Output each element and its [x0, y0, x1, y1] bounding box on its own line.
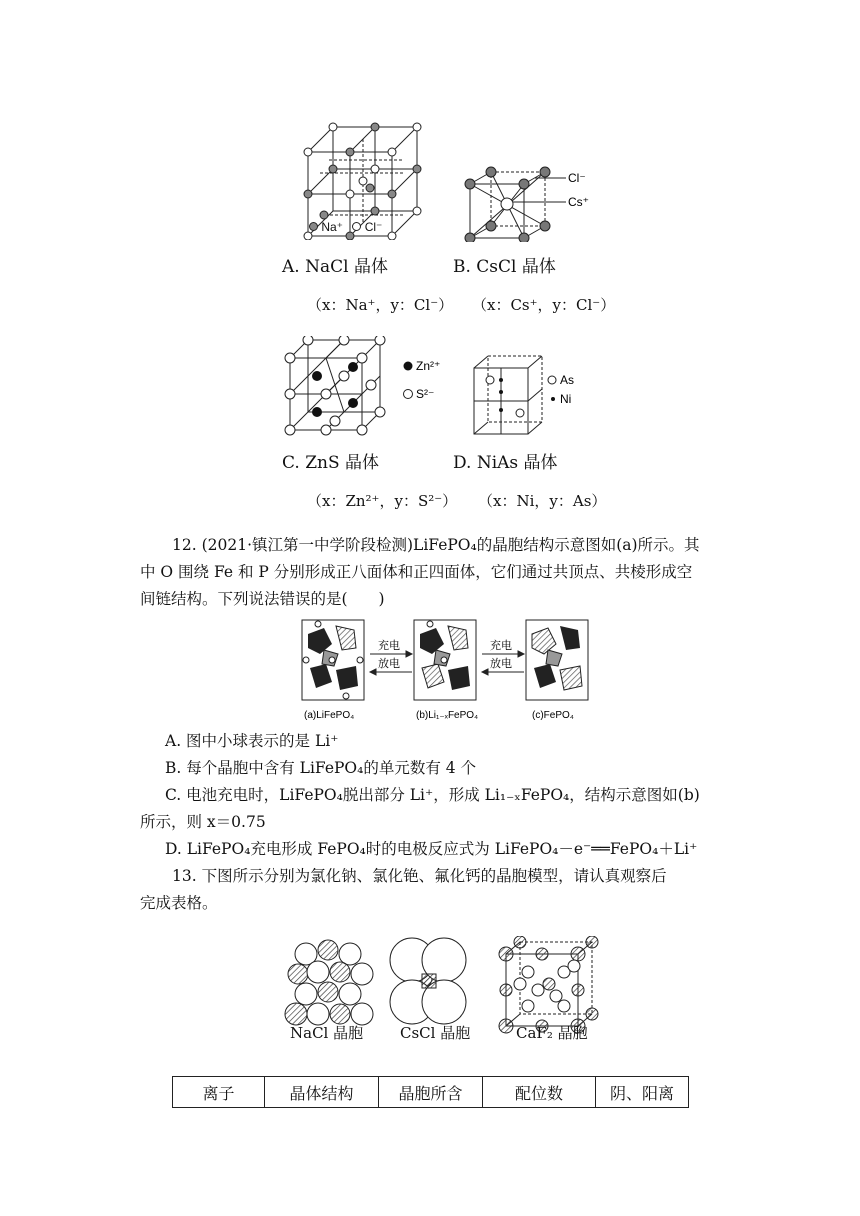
nacl-legend: Na⁺ Cl⁻: [309, 220, 382, 234]
fig-b-caption: (b)Li₁₋ₓFePO₄: [416, 710, 479, 721]
fig-c-caption: (c)FePO₄: [532, 710, 574, 721]
zns-crystal-figure: [282, 336, 442, 436]
zn-label: Zn²⁺: [416, 359, 441, 373]
fig-a-caption: (a)LiFePO₄: [304, 710, 355, 721]
option-c-sub: （x：Zn²⁺，y：S²⁻）: [307, 492, 458, 510]
q13-stem-line2: 完成表格。: [140, 894, 218, 912]
option-d-sub: （x：Ni，y：As）: [478, 492, 607, 510]
table-header-cell: 晶胞所含: [379, 1077, 483, 1108]
ionic-cell-models-figure: [284, 936, 614, 1036]
option-b-sub: （x：Cs⁺，y：Cl⁻）: [472, 296, 616, 314]
q12-option-a: A. 图中小球表示的是 Li⁺: [165, 732, 339, 750]
q12-stem-line3: 间链结构。下列说法错误的是( ): [140, 590, 385, 608]
nias-crystal-figure: [468, 352, 598, 440]
charge-label-2: 充电: [490, 640, 512, 652]
q12-stem-line1: 12. (2021·镇江第一中学阶段检测)LiFePO₄的晶胞结构示意图如(a)所示。其: [172, 536, 700, 554]
q12-stem-line2: 中 O 围绕 Fe 和 P 分别形成正八面体和正四面体，它们通过共顶点、共棱形成空: [140, 563, 693, 581]
as-label: As: [560, 373, 575, 387]
option-a-sub: （x：Na⁺，y：Cl⁻）: [307, 296, 454, 314]
q12-option-d: D. LiFePO₄充电形成 FePO₄时的电极反应式为 LiFePO₄－e⁻══FePO₄＋Li⁺: [165, 840, 698, 858]
discharge-label: 放电: [378, 658, 400, 670]
lifepo4-charge-figure: [298, 614, 598, 722]
option-d-caption: D. NiAs 晶体: [453, 453, 558, 473]
charge-label: 充电: [378, 640, 400, 652]
option-a-caption: A. NaCl 晶体: [282, 257, 388, 277]
cl-label: Cl⁻: [568, 171, 586, 185]
cscl-crystal-figure: [458, 162, 598, 242]
table-header-cell: 晶体结构: [265, 1077, 379, 1108]
cl-legend-icon: [352, 222, 361, 231]
table-header-cell: 配位数: [483, 1077, 596, 1108]
cs-label: Cs⁺: [568, 195, 589, 209]
table-header-cell: 阴、阳离: [596, 1077, 689, 1108]
na-legend-icon: [309, 222, 318, 231]
q13-answer-table: [172, 1076, 689, 1108]
table-header-cell: 离子: [173, 1077, 265, 1108]
option-b-caption: B. CsCl 晶体: [453, 257, 556, 277]
cscl-cell-label: CsCl 晶胞: [400, 1024, 471, 1042]
s-label: S²⁻: [416, 387, 435, 401]
discharge-label-2: 放电: [490, 658, 512, 670]
q13-stem-line1: 13. 下图所示分别为氯化钠、氯化铯、氟化钙的晶胞模型，请认真观察后: [172, 867, 667, 885]
ni-label: Ni: [560, 392, 572, 406]
q12-option-b: B. 每个晶胞中含有 LiFePO₄的单元数有 4 个: [165, 759, 477, 777]
q12-option-c-line2: 所示，则 x＝0.75: [140, 813, 266, 831]
table-header-row: [173, 1077, 689, 1108]
nacl-cell-label: NaCl 晶胞: [290, 1024, 364, 1042]
caf2-cell-label: CaF₂ 晶胞: [516, 1024, 588, 1042]
option-c-caption: C. ZnS 晶体: [282, 453, 380, 473]
q12-option-c-line1: C. 电池充电时，LiFePO₄脱出部分 Li⁺，形成 Li₁₋ₓFePO₄，结构示意图如(b): [165, 786, 700, 804]
